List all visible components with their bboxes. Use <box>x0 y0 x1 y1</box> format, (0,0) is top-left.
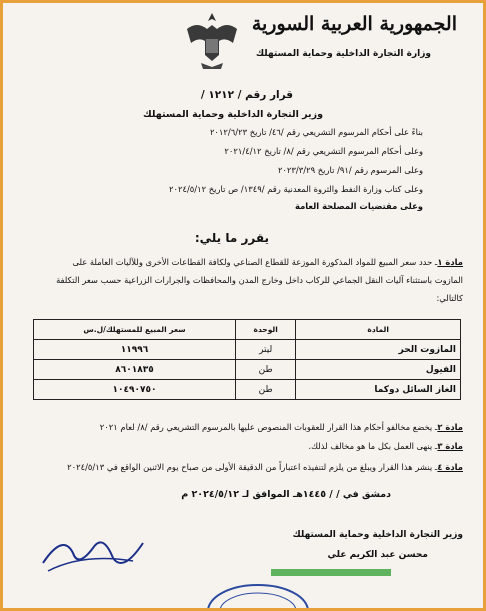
issuer-title: وزير التجارة الداخلية وحماية المستهلك <box>143 109 323 120</box>
basis-line: وعلى المرسوم رقم /٩١/ تاريخ ٢٠٢٣/٣/٢٩ <box>277 165 423 175</box>
unit-cell: طن <box>235 380 295 400</box>
table-row <box>34 340 461 360</box>
article-3: مادة ٣ـ ينهى العمل بكل ما هو مخالف لذلك. <box>308 441 463 451</box>
decree-number: قرار رقم / ١٢١٢ / <box>200 89 293 101</box>
signature-icon <box>33 523 153 583</box>
table-row <box>34 380 461 400</box>
unit-cell: طن <box>235 360 295 380</box>
table-header: سعر المبيع للمستهلك/ل.س <box>34 320 236 340</box>
article-2-title: مادة ٢ <box>437 422 463 432</box>
article-3-title: مادة ٣ <box>437 441 463 451</box>
material-cell: الغاز السائل دوكما <box>296 380 461 400</box>
article-1-line: المازوت باستثناء آليات النقل الجماعي للركاب داخل وخارج المدن والمحافظات والجرارات الزراعية حسب سعر التكلفة <box>56 275 463 285</box>
signature-block <box>293 530 463 560</box>
article-1-line: مادة ١ـ حدد سعر المبيع للمواد المذكورة الموزعة للقطاع الصناعي ولكافة القطاعات الأخرى وللآليات العاملة على <box>72 257 463 267</box>
highlight-mark <box>271 569 391 576</box>
official-seal-icon <box>203 581 313 611</box>
basis-line: وعلى كتاب وزارة النفط والثروة المعدنية رقم /١٣٤٩/ ص تاريخ ٢٠٢٤/٥/١٢ <box>168 184 423 194</box>
eagle-emblem-icon <box>183 9 241 73</box>
table-header: الوحدة <box>235 320 295 340</box>
price-cell: ٨٦٠١٨٣٥ <box>34 360 236 380</box>
country-title: الجمهورية العربية السورية <box>251 13 457 35</box>
unit-cell: ليتر <box>235 340 295 360</box>
basis-line: وعلى أحكام المرسوم التشريعي رقم /٨/ تاريخ ٢٠٢١/٤/١٢ <box>224 146 423 156</box>
signer-title: وزير التجارة الداخلية وحماية المستهلك <box>292 530 463 540</box>
table-header: المادة <box>296 320 461 340</box>
table-header-row <box>34 320 461 340</box>
article-1-title: مادة ١ <box>437 257 463 267</box>
article-4: مادة ٤ـ ينشر هذا القرار ويبلغ من يلزم لتنفيذه اعتباراً من الدقيقة الأولى من صباح يوم الاثنين الواقع في ٢٠٢٤/٥/١٣ <box>67 462 463 472</box>
table-row <box>34 360 461 380</box>
price-cell: ١٠٤٩٠٧٥٠ <box>34 380 236 400</box>
basis-line: وعلى مقتضيات المصلحة العامة <box>295 201 423 211</box>
basis-line: بناءً على أحكام المرسوم التشريعي رقم /٤٦/ تاريخ ٢٠١٢/٦/٢٣ <box>209 127 423 137</box>
decides-heading: يقرر ما يلي: <box>194 231 269 245</box>
material-cell: المازوت الحر <box>296 340 461 360</box>
article-2: مادة ٢ـ يخضع مخالفو أحكام هذا القرار للعقوبات المنصوص عليها بالمرسوم التشريعي رقم /٨/ لعام ٢٠٢١ <box>99 422 463 432</box>
article-4-title: مادة ٤ <box>437 462 463 472</box>
price-table <box>33 319 461 400</box>
material-cell: الفيول <box>296 360 461 380</box>
article-1-line: كالتالي: <box>436 293 463 303</box>
price-cell: ١١٩٩٦ <box>34 340 236 360</box>
date-line: دمشق في / / ١٤٤٥هـ الموافق لـ ٢٠٢٤/٥/١٢ م <box>181 489 391 500</box>
ministry-name: وزارة التجارة الداخلية وحماية المستهلك <box>255 49 431 59</box>
signer-name: محسن عبد الكريم علي <box>327 550 428 560</box>
